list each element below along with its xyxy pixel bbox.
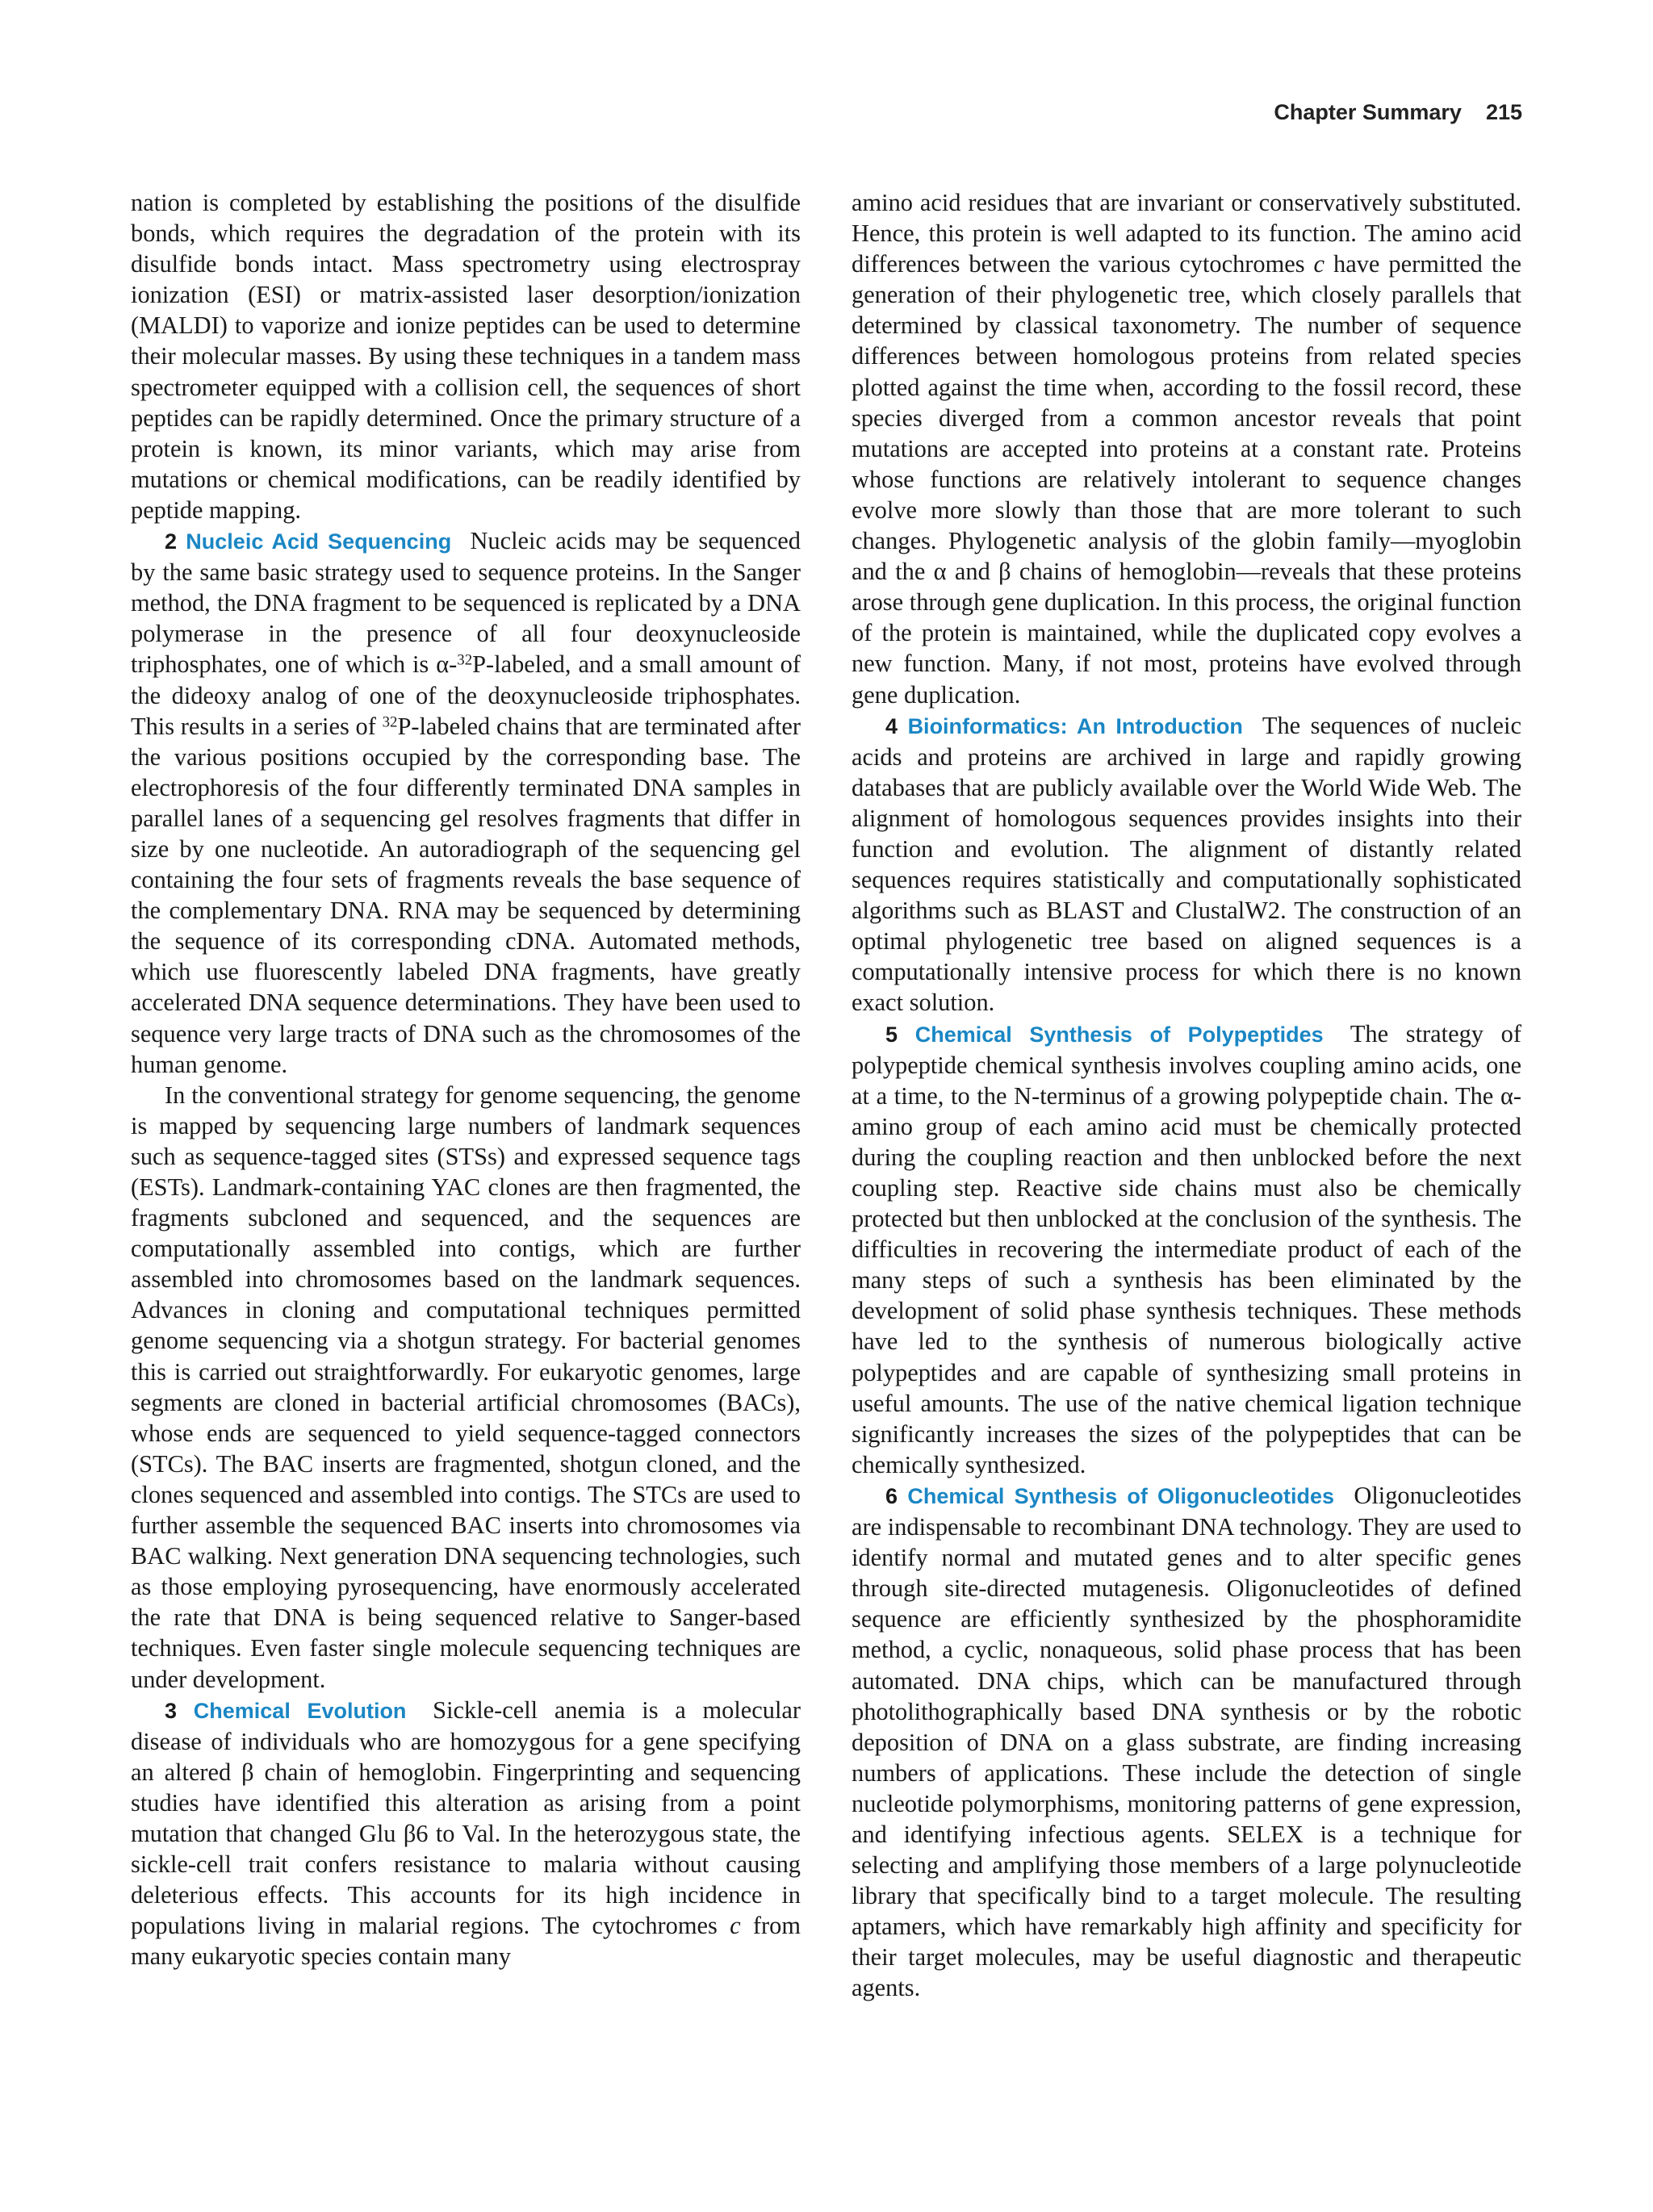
page-number: 215 [1485, 100, 1522, 124]
section-6-paragraph [852, 1480, 1521, 2004]
right-column [852, 187, 1521, 2004]
section-6-title: Chemical Synthesis of Oligonucleotides [907, 1483, 1335, 1508]
section-2-text-a: Nucleic acids may be sequenced by the same basic strategy used to sequence proteins. In the Sanger method, the DNA fragment to be sequenced is replicated by a DNA polymerase in the presence of all four deoxynucleoside triphosphates, one of which is α- [131, 527, 801, 679]
section-4-title: Bioinformatics: An Introduction [907, 713, 1243, 738]
superscript-32-b: 32 [382, 713, 398, 731]
section-6-text: Oligonucleotides are indispensable to recombinant DNA technology. They are used to identify normal and mutated genes and to alter specific genes through site-directed mutagenesis. Oligonucleotides of defined sequence are efficiently synthesized by the phosphoramidite method, a cyclic, nonaqueous, solid phase process that has been automated. DNA chips, which can be manufactured through photolithographically based DNA synthesis or by the robotic deposition of DNA on a glass substrate, are finding increasing numbers of applications. These include the detection of single nucleotide polymorphisms, monitoring patterns of gene expression, and identifying infectious agents. SELEX is a technique for selecting and amplifying those members of a large polynucleotide library that specifically bind to a target molecule. The resulting aptamers, which have remarkably high affinity and specificity for their target molecules, may be useful diagnostic and therapeutic agents. [852, 1481, 1522, 2002]
italic-c: c [1313, 250, 1325, 278]
section-3-title: Chemical Evolution [193, 1698, 407, 1723]
section-3-continued [852, 187, 1521, 710]
section-5-text: The strategy of polypeptide chemical synthesis involves coupling amino acids, one at a time, to the N-terminus of a growing polypeptide chain. The α-amino group of each amino acid must be chemically protected during the coupling reaction and then unblocked before the next coupling step. Reactive side chains must also be chemically protected but then unblocked at the conclusion of the synthesis. The difficulties in recovering the intermediate product of each of the many steps of such a synthesis has been eliminated by the development of solid phase synthesis techniques. These methods have led to the synthesis of numerous biologically active polypeptides and are capable of synthesizing small proteins in useful amounts. The use of the native chemical ligation technique significantly increases the sizes of the polypeptides that can be chemically synthesized. [852, 1019, 1521, 1478]
section-5-paragraph [852, 1018, 1521, 1480]
section-3-number: 3 [165, 1698, 178, 1723]
paragraph-continued: nation is completed by establishing the positions of the disulfide bonds, which requires the degradation of the protein with its disulfide bonds intact. Mass spectrometry using electrospray ionization (ESI) or matrix-assisted laser desorption/ionization (MALDI) to vaporize and ionize peptides can be used to determine their molecular masses. By using these techniques in a tandem mass spectrometer equipped with a collision cell, the sequences of short peptides can be rapidly determined. Once the primary structure of a protein is known, its minor variants, which may arise from mutations or chemical modifications, can be readily identified by peptide mapping. [131, 189, 801, 524]
left-column [131, 187, 801, 1972]
genome-sequencing-paragraph: In the conventional strategy for genome sequencing, the genome is mapped by sequencing large numbers of landmark sequences such as sequence-tagged sites (STSs) and expressed sequence tags (ESTs). Landmark-containing YAC clones are then fragmented, the fragments subcloned and sequenced, and the sequences are computationally assembled into contigs, which are further assembled into chromosomes based on the landmark sequences. Advances in cloning and computational techniques permitted genome sequencing via a shotgun strategy. For bacterial genomes this is carried out straightforwardly. For eukaryotic genomes, large segments are cloned in bacterial artificial chromosomes (BACs), whose ends are sequenced to yield sequence-tagged connectors (STCs). The BAC inserts are fragmented, shotgun cloned, and the clones sequenced and assembled into contigs. The STCs are used to further assemble the sequenced BAC inserts into chromosomes via BAC walking. Next generation DNA sequencing technologies, such as those employing pyrosequencing, have enormously accelerated the rate that DNA is being sequenced relative to Sanger-based techniques. Even faster single molecule sequencing techniques are under development. [131, 1081, 801, 1693]
section-2-text-b: P-labeled, and a small amount of the dideoxy analog of one of the deoxynucleoside triphosphates. This results in a series of [131, 650, 801, 740]
italic-c: c [730, 1912, 741, 1940]
section-3-cont-a: amino acid residues that are invariant or conservatively substituted. Hence, this protein is well adapted to its function. The amino acid differences between the various cytochromes [852, 189, 1521, 278]
section-3-text-a: Sickle-cell anemia is a molecular disease of individuals who are homozygous for a gene specifying an altered β chain of hemoglobin. Fingerprinting and sequencing studies have identified this alteration as arising from a point mutation that changed Glu β6 to Val. In the heterozygous state, the sickle-cell trait confers resistance to malaria without causing deleterious effects. This accounts for its high incidence in populations living in malarial regions. The cytochromes [131, 1696, 801, 1940]
section-2-paragraph [131, 525, 801, 1080]
section-6-number: 6 [885, 1483, 898, 1508]
chapter-title: Chapter Summary [1274, 100, 1462, 124]
section-4-paragraph [852, 710, 1521, 1018]
section-2-text-c: P-labeled chains that are terminated after the various positions occupied by the corresponding base. The electrophoresis of the four differently terminated DNA samples in parallel lanes of a sequencing gel resolves fragments that differ in size by one nucleotide. An autoradiograph of the sequencing gel containing the four sets of fragments reveals the base sequence of the complementary DNA. RNA may be sequenced by determining the sequence of its corresponding cDNA. Automated methods, which use fluorescently labeled DNA fragments, have greatly accelerated DNA sequence determinations. They have been used to sequence very large tracts of DNA such as the chromosomes of the human genome. [131, 712, 801, 1078]
section-5-number: 5 [885, 1022, 898, 1047]
section-3-paragraph [131, 1695, 801, 1972]
section-4-text: The sequences of nucleic acids and proteins are archived in large and rapidly growing databases that are publicly available over the World Wide Web. The alignment of homologous sequences provides insights into their function and evolution. The alignment of distantly related sequences requires statistically and computationally sophisticated algorithms such as BLAST and ClustalW2. The construction of an optimal phylogenetic tree based on aligned sequences is a computationally intensive process for which there is no known exact solution. [852, 711, 1521, 1017]
running-header [1274, 100, 1522, 125]
section-2-number: 2 [165, 529, 178, 554]
section-5-title: Chemical Synthesis of Polypeptides [914, 1022, 1324, 1047]
section-3-text-b: from many eukaryotic species contain many [131, 1912, 801, 1971]
section-4-number: 4 [885, 713, 898, 738]
superscript-32-a: 32 [457, 651, 473, 669]
section-2-title: Nucleic Acid Sequencing [186, 529, 452, 554]
section-3-cont-b: have permitted the generation of their phylogenetic tree, which closely parallels that determined by classical taxonometry. The number of sequence differences between homologous proteins from related species plotted against the time when, according to the fossil record, these species diverged from a common ancestor reveals that point mutations are accepted into proteins at a constant rate. Proteins whose functions are relatively intolerant to sequence changes evolve more slowly than those that are more tolerant to such changes. Phylogenetic analysis of the globin family—myoglobin and the α and β chains of hemoglobin—reveals that these proteins arose through gene duplication. In this process, the original function of the protein is maintained, while the duplicated copy evolves a new function. Many, if not most, proteins have evolved through gene duplication. [852, 250, 1521, 709]
